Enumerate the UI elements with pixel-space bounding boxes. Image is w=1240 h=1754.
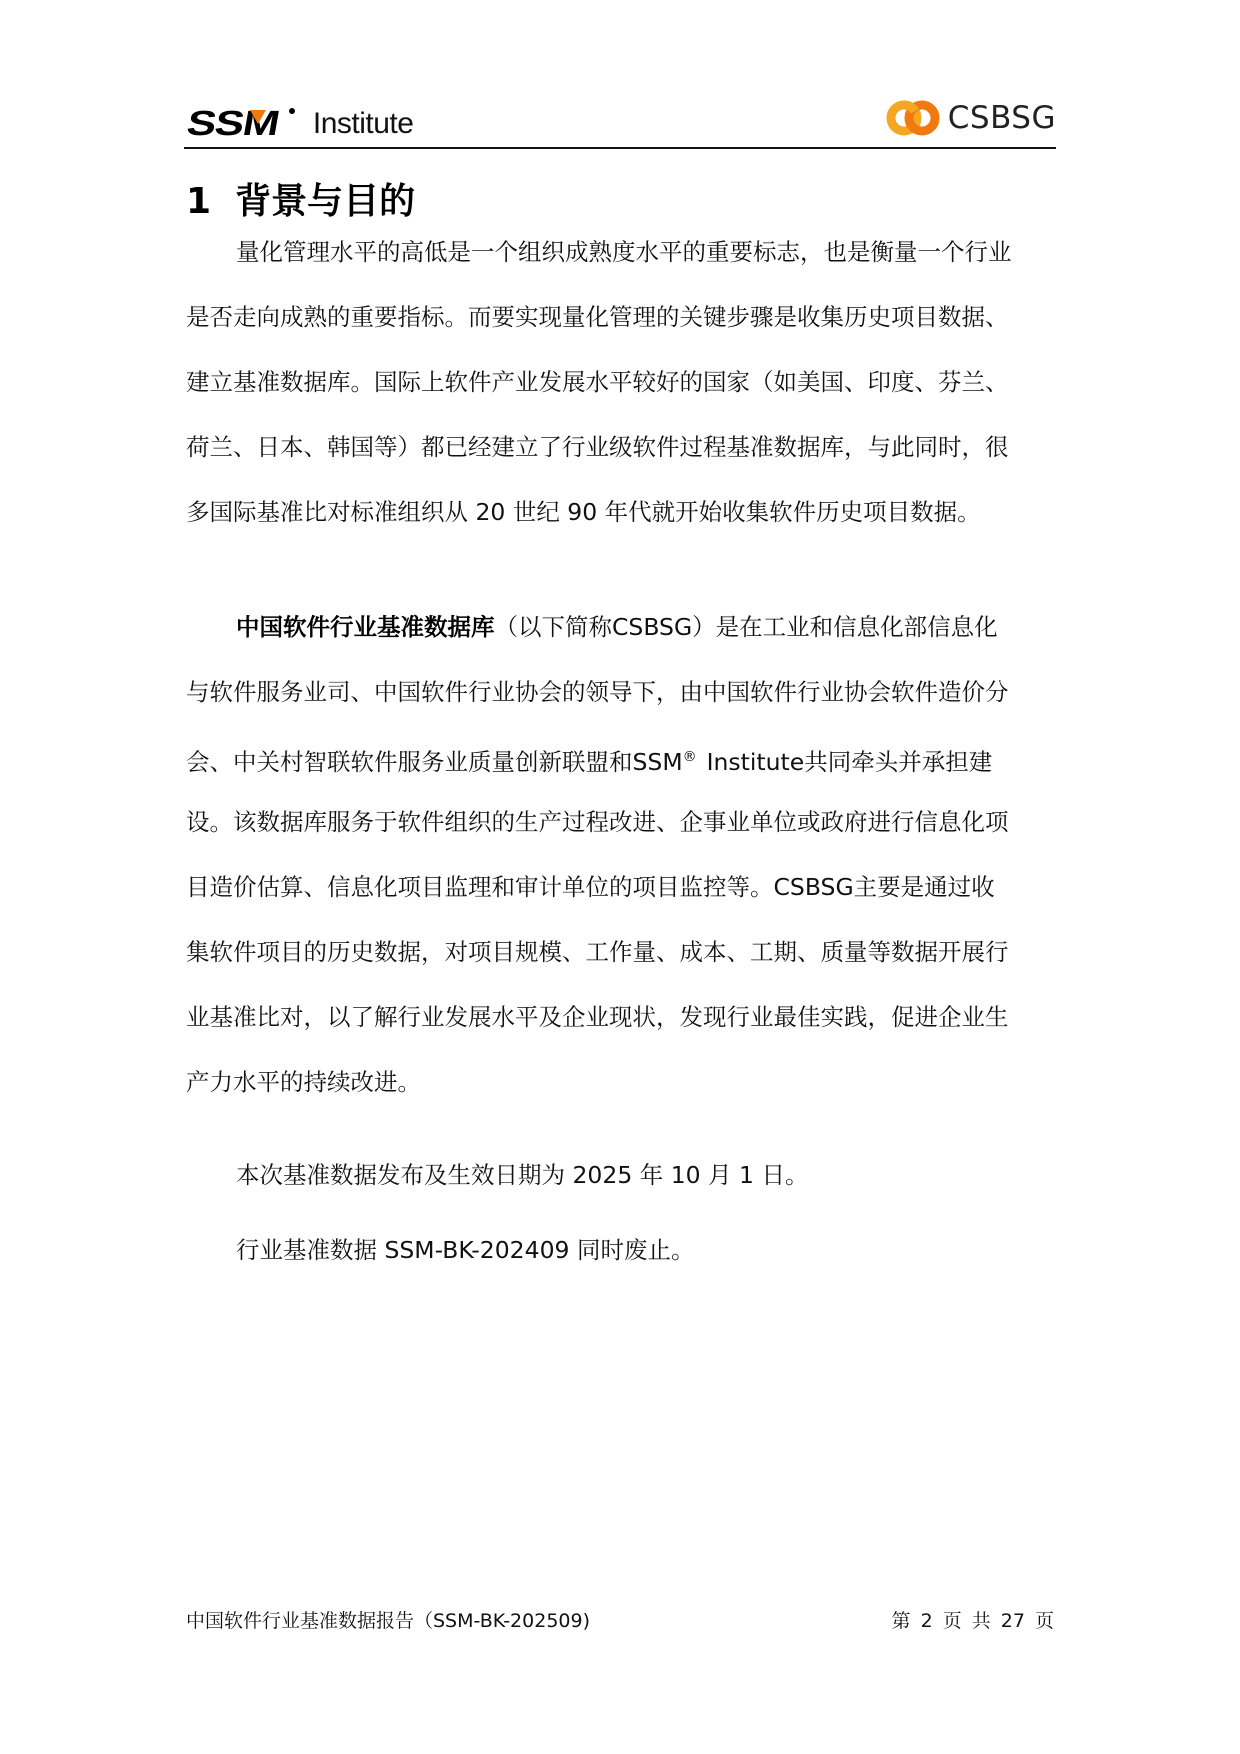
text-line: 业基准比对，以了解行业发展水平及企业现状，发现行业最佳实践，促进企业生 (186, 1003, 1009, 1031)
paragraph-deprecation (186, 1218, 1054, 1283)
text-line: 设。该数据库服务于软件组织的生产过程改进、企事业单位或政府进行信息化项 (186, 808, 1009, 836)
text-line: 会、中关村智联软件服务业质量创新联盟和SSM® Institute共同牵头并承担建 (186, 748, 993, 776)
interlocking-rings-icon (884, 98, 942, 138)
section-heading (186, 178, 415, 226)
text-line: 目造价估算、信息化项目监理和审计单位的项目监控等。CSBSG主要是通过收 (186, 873, 995, 901)
csbsg-logo-text: CSBSG (947, 100, 1056, 136)
csbsg-logo (884, 96, 1056, 140)
text-line: 荷兰、日本、韩国等）都已经建立了行业级软件过程基准数据库，与此同时，很 (186, 433, 1009, 461)
text-line: 多国际基准比对标准组织从 20 世纪 90 年代就开始收集软件历史项目数据。 (186, 498, 981, 526)
page-number: 第 2 页 共 27 页 (891, 1610, 1054, 1632)
text-line: 本次基准数据发布及生效日期为 2025 年 10 月 1 日。 (236, 1161, 809, 1189)
registered-dot-icon (289, 108, 295, 114)
page-header (184, 96, 1056, 149)
ssm-institute-logo (184, 106, 413, 142)
registered-mark: ® (682, 749, 697, 765)
text-line: 行业基准数据 SSM-BK-202409 同时废止。 (236, 1236, 695, 1264)
ssm-logo-institute-text: Institute (312, 107, 414, 140)
page-footer (186, 1606, 1054, 1636)
text-line: 建立基准数据库。国际上软件产业发展水平较好的国家（如美国、印度、芬兰、 (186, 368, 1009, 396)
paragraph-background (186, 220, 1054, 545)
bold-term: 中国软件行业基准数据库 (236, 613, 495, 641)
paragraph-csbsg-intro (186, 595, 1054, 1115)
text-line: 中国软件行业基准数据库（以下简称CSBSG）是在工业和信息化部信息化 (236, 613, 998, 641)
section-title: 背景与目的 (235, 181, 416, 222)
text-line: 产力水平的持续改进。 (186, 1068, 421, 1096)
footer-report-title: 中国软件行业基准数据报告（SSM-BK-202509) (186, 1610, 590, 1632)
section-number: 1 (186, 181, 212, 222)
paragraph-effective-date (186, 1143, 1054, 1208)
header-divider (184, 147, 1056, 149)
ssm-logo-mark (183, 104, 282, 143)
text-line: 集软件项目的历史数据，对项目规模、工作量、成本、工期、质量等数据开展行 (186, 938, 1009, 966)
orange-triangle-icon (250, 110, 266, 124)
text-line: 是否走向成熟的重要指标。而要实现量化管理的关键步骤是收集历史项目数据、 (186, 303, 1009, 331)
ssm-logo-text: SSM (183, 104, 282, 143)
text-line: 量化管理水平的高低是一个组织成熟度水平的重要标志，也是衡量一个行业 (236, 238, 1012, 266)
text-line: 与软件服务业司、中国软件行业协会的领导下，由中国软件行业协会软件造价分 (186, 678, 1009, 706)
